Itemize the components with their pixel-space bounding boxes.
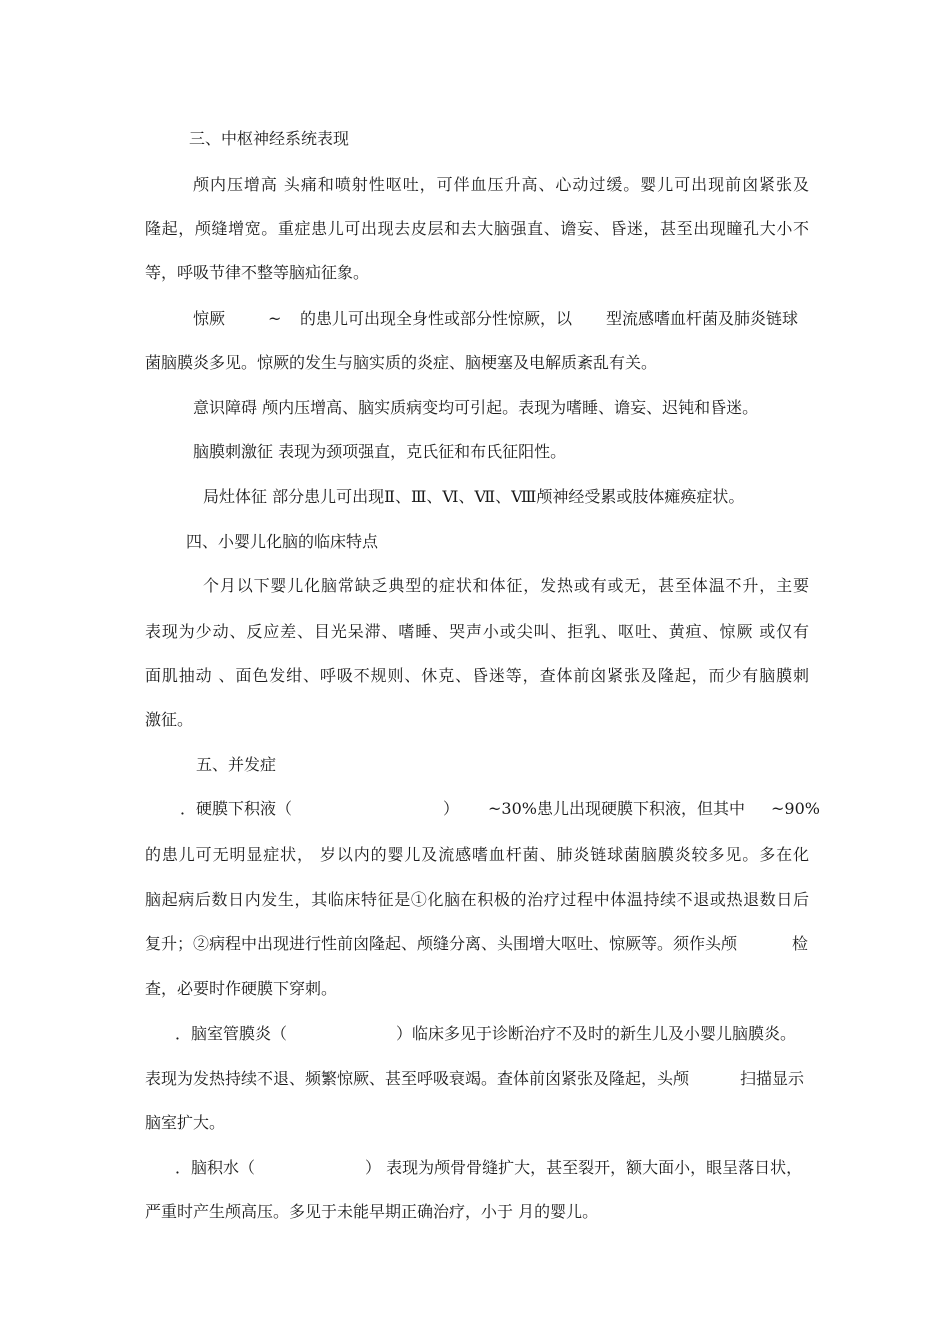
- c2-line1-start: ．脑室管膜炎（: [175, 1024, 288, 1043]
- s3-p5: 局灶体征 部分患儿可出现Ⅱ、Ⅲ、Ⅵ、Ⅶ、Ⅷ颅神经受累或肢体瘫痪症状。: [203, 487, 745, 506]
- s3-p3: 意识障碍 颅内压增高、脑实质病变均可引起。表现为嗜睡、谵妄、迟钝和昏迷。: [193, 398, 759, 417]
- c3-line2: 严重时产生颅高压。多见于未能早期正确治疗，小于 月的婴儿。: [145, 1202, 599, 1221]
- section-5-heading: 五、并发症: [196, 755, 277, 774]
- s3-p1-line1: 颅内压增高 头痛和喷射性呕吐，可伴血压升高、心动过缓。婴儿可出现前囟紧张及: [193, 175, 809, 194]
- c1-line3: 脑起病后数日内发生，其临床特征是①化脑在积极的治疗过程中体温持续不退或热退数日后: [145, 890, 809, 909]
- s3-p1-line3: 等，呼吸节律不整等脑疝征象。: [145, 263, 370, 282]
- c1-line4: 复升；②病程中出现进行性前囟隆起、颅缝分离、头围增大呕吐、惊厥等。须作头颅: [145, 934, 738, 953]
- s3-p4: 脑膜刺激征 表现为颈项强直，克氏征和布氏征阳性。: [193, 442, 567, 461]
- section-3-heading: 三、中枢神经系统表现: [189, 129, 350, 148]
- c3-line1-rest: ） 表现为颅骨骨缝扩大，甚至裂开，额大面小，眼呈落日状，: [365, 1158, 803, 1177]
- c1-line5: 查，必要时作硬膜下穿刺。: [145, 979, 338, 998]
- s4-p1-line1: 个月以下婴儿化脑常缺乏典型的症状和体征，发热或有或无，甚至体温不升，主要: [203, 576, 809, 595]
- c1-line1-mid: ~30%患儿出现硬膜下积液，但其中: [488, 799, 745, 818]
- s3-p2-word: 惊厥: [193, 309, 226, 328]
- c2-line2-start: 表现为发热持续不退、频繁惊厥、甚至呼吸衰竭。查体前囟紧张及隆起，头颅: [145, 1069, 690, 1088]
- s4-p1-line2: 表现为少动、反应差、目光呆滞、嗜睡、哭声小或尖叫、拒乳、呕吐、黄疸、惊厥 或仅有: [145, 622, 809, 641]
- c2-line2-end: 扫描显示: [740, 1069, 805, 1088]
- c2-line3: 脑室扩大。: [145, 1113, 226, 1132]
- c1-line1-end: ~90%: [771, 799, 820, 818]
- s3-p2-line2: 菌脑膜炎多见。惊厥的发生与脑实质的炎症、脑梗塞及电解质紊乱有关。: [145, 353, 658, 372]
- s3-p2-line1-end: 型流感嗜血杆菌及肺炎链球: [606, 309, 799, 328]
- c2-line1-rest: ）临床多见于诊断治疗不及时的新生儿及小婴儿脑膜炎。: [396, 1024, 797, 1043]
- s4-p1-line4: 激征。: [145, 710, 194, 729]
- s3-p1-line2: 隆起，颅缝增宽。重症患儿可出现去皮层和去大脑强直、谵妄、昏迷，甚至出现瞳孔大小不: [145, 219, 809, 238]
- section-4-heading: 四、小婴儿化脑的临床特点: [186, 532, 379, 551]
- s3-p2-tilde: ~: [268, 309, 282, 328]
- c1-line2: 的患儿可无明显症状， 岁以内的婴儿及流感嗜血杆菌、肺炎链球菌脑膜炎较多见。多在化: [145, 845, 809, 864]
- c1-line4-end: 检: [792, 934, 809, 953]
- c1-line1-paren: ）: [443, 799, 460, 818]
- s4-p1-line3: 面肌抽动 、面色发绀、呼吸不规则、休克、昏迷等，查体前囟紧张及隆起，而少有脑膜刺: [145, 666, 809, 685]
- s3-p2-line1-mid: 的患儿可出现全身性或部分性惊厥，以: [300, 309, 573, 328]
- c3-line1-start: ．脑积水（: [175, 1158, 256, 1177]
- c1-line1-start: ．硬膜下积液（: [180, 799, 293, 818]
